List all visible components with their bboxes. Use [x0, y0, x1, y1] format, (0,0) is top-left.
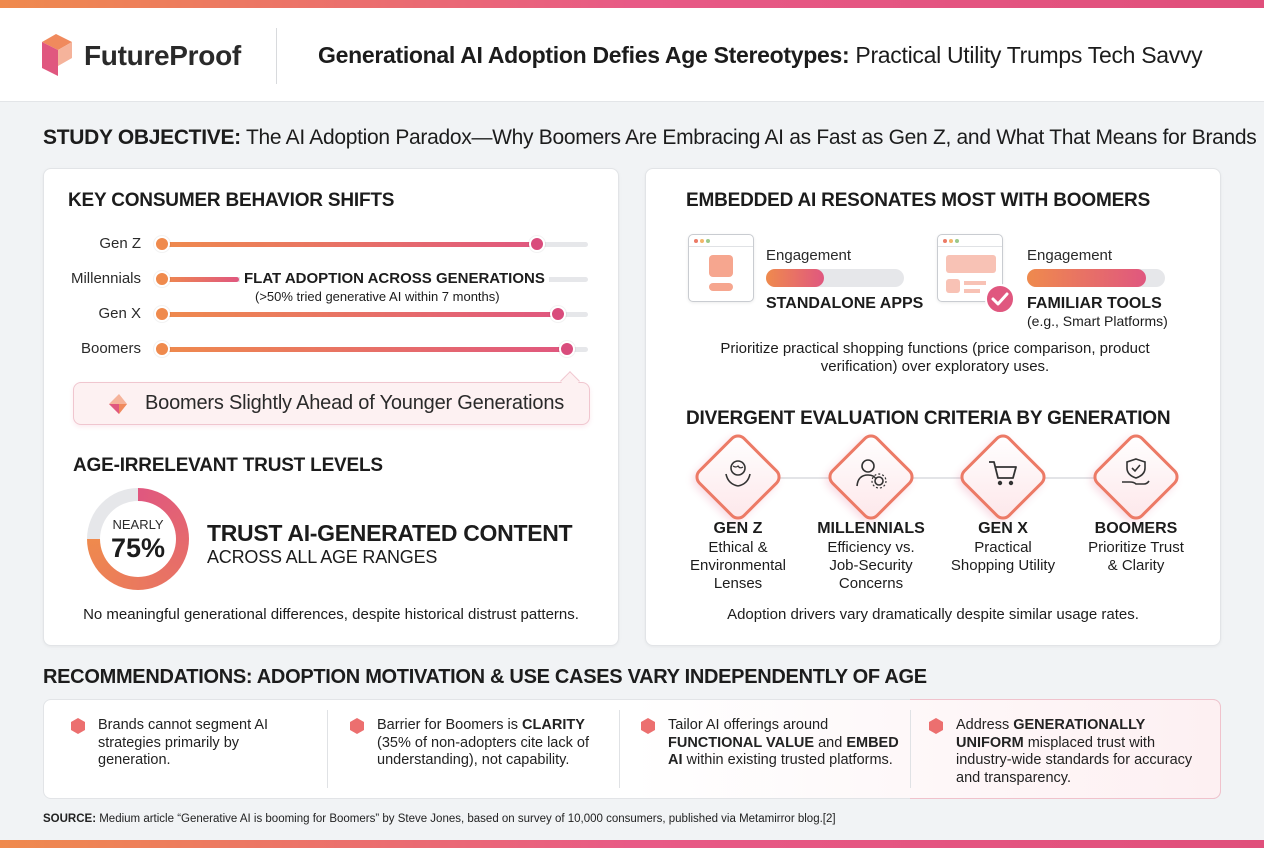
generation-bar-start-dot	[154, 271, 170, 287]
trust-headline: TRUST AI-GENERATED CONTENT	[207, 520, 573, 546]
generation-bar-fill	[162, 312, 558, 317]
familiar-tools-sublabel: (e.g., Smart Platforms)	[1027, 313, 1168, 329]
criteria-description: Prioritize Trust & Clarity	[1088, 539, 1184, 574]
section-title-embedded: EMBEDDED AI RESONATES MOST WITH BOOMERS	[686, 190, 1151, 211]
trust-subheadline: ACROSS ALL AGE RANGES	[207, 547, 438, 567]
generation-label: Gen X	[98, 305, 141, 322]
generation-bar-start-dot	[154, 236, 170, 252]
shopping-cart-icon	[986, 456, 1020, 490]
bottom-accent-bar	[0, 840, 1264, 848]
generation-bar-start-dot	[154, 341, 170, 357]
generation-bar-fill	[162, 277, 239, 282]
priority-note: Prioritize practical shopping functions (price comparison, product verification) over exploratory uses.	[720, 340, 1150, 375]
criteria-generation-name: BOOMERS	[1094, 520, 1178, 537]
familiar-engagement-fill	[1027, 269, 1146, 287]
callout-text: Boomers Slightly Ahead of Younger Generations	[145, 392, 565, 414]
generation-bar-end-dot	[559, 341, 575, 357]
rec-divider	[327, 710, 328, 788]
criteria-connector-line	[738, 477, 1138, 479]
criteria-generation-name: GEN Z	[713, 520, 763, 537]
recommendations-title: RECOMMENDATIONS: ADOPTION MOTIVATION & USE CASES VARY INDEPENDENTLY OF AGE	[43, 666, 927, 688]
generation-label: Millennials	[70, 270, 141, 287]
recommendation-3: Tailor AI offerings around FUNCTIONAL VALUE and EMBED AI within existing trusted platforms.	[668, 717, 899, 768]
trust-value: 75%	[110, 533, 166, 563]
generation-bar-end-dot	[529, 236, 545, 252]
generation-label: Boomers	[80, 340, 141, 357]
criteria-description: Practical Shopping Utility	[950, 539, 1056, 574]
standalone-engagement-fill	[766, 269, 824, 287]
section-title-trust: AGE-IRRELEVANT TRUST LEVELS	[73, 455, 383, 476]
study-objective: STUDY OBJECTIVE: The AI Adoption Paradox—Why Boomers Are Embracing AI as Fast as Gen Z, and What That Means for Brands	[43, 126, 1257, 149]
generation-bar-fill	[162, 242, 537, 247]
brand-name: FutureProof	[84, 40, 241, 71]
page-title: Generational AI Adoption Defies Age Stereotypes: Practical Utility Trumps Tech Savvy	[318, 42, 1203, 68]
bullet-hex-icon	[927, 717, 945, 735]
generation-bar-fill	[162, 347, 567, 352]
generation-bar-start-dot	[154, 306, 170, 322]
trust-nearly-label: NEARLY	[112, 517, 164, 532]
recommendation-2: Barrier for Boomers is CLARITY (35% of non-adopters cite lack of understanding), not capability.	[377, 717, 589, 768]
criteria-generation-name: GEN X	[978, 520, 1028, 537]
rec-divider	[910, 710, 911, 788]
criteria-generation-name: MILLENNIALS	[817, 520, 925, 537]
standalone-engagement-track	[766, 269, 904, 287]
adoption-note: Adoption drivers vary dramatically despite similar usage rates.	[727, 606, 1139, 623]
trust-ring-center	[100, 501, 176, 577]
rec-divider	[619, 710, 620, 788]
bullet-hex-icon	[69, 717, 87, 735]
criteria-description: Ethical & Environmental Lenses	[690, 539, 786, 592]
recommendation-1: Brands cannot segment AI strategies primarily by generation.	[98, 717, 269, 768]
futureproof-logo-icon	[42, 34, 72, 76]
source-citation: SOURCE: Medium article “Generative AI is booming for Boomers” by Steve Jones, based on survey of 10,000 consumers, published via Metamirror blog.[2]	[43, 813, 836, 825]
globe-hands-icon	[721, 456, 755, 490]
standalone-engagement-label: Engagement	[766, 247, 852, 264]
section-title-criteria: DIVERGENT EVALUATION CRITERIA BY GENERATION	[686, 408, 1171, 429]
generation-label: Gen Z	[99, 235, 141, 252]
top-accent-bar	[0, 0, 1264, 8]
trust-ring-chart	[87, 488, 189, 590]
familiar-engagement-label: Engagement	[1027, 247, 1113, 264]
standalone-app-window-icon	[688, 234, 754, 302]
familiar-tools-label: FAMILIAR TOOLS	[1027, 295, 1162, 312]
bullet-hex-icon	[639, 717, 657, 735]
flat-adoption-title: FLAT ADOPTION ACROSS GENERATIONS	[240, 270, 549, 287]
trust-note: No meaningful generational differences, despite historical distrust patterns.	[83, 606, 579, 623]
header-divider	[276, 28, 277, 84]
standalone-apps-label: STANDALONE APPS	[766, 295, 924, 312]
shield-hand-icon	[1119, 456, 1153, 490]
header	[0, 8, 1264, 102]
flat-adoption-subtitle: (>50% tried generative AI within 7 months)	[251, 289, 504, 304]
callout-logo-icon	[103, 392, 133, 416]
recommendation-4: Address GENERATIONALLY UNIFORM misplaced trust with industry-wide standards for accuracy and transparency.	[956, 717, 1193, 786]
criteria-description: Efficiency vs. Job-Security Concerns	[827, 539, 915, 592]
section-title-behavior: KEY CONSUMER BEHAVIOR SHIFTS	[68, 190, 395, 211]
checkmark-badge-icon	[985, 284, 1015, 314]
bullet-hex-icon	[348, 717, 366, 735]
worker-gear-icon	[854, 456, 888, 490]
familiar-engagement-track	[1027, 269, 1165, 287]
